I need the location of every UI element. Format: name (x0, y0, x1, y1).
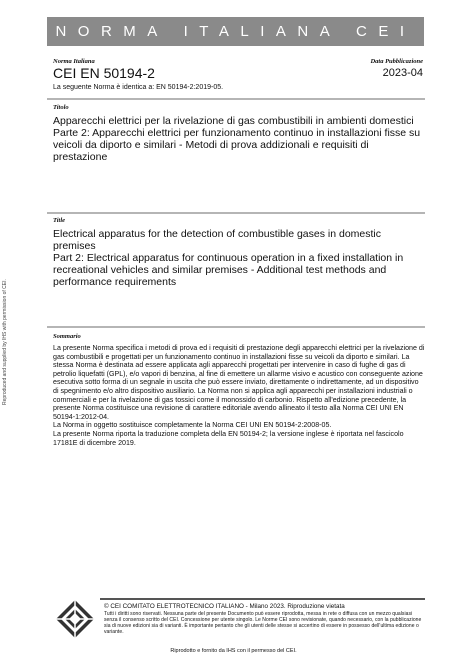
side-reproduction-note (2, 265, 14, 405)
side-note-text: Reproduced and supplied by IHS with permission of CEI. (2, 279, 8, 405)
divider-rule (47, 326, 425, 328)
english-title-line1: Electrical apparatus for the detection of combustible gases in domestic premises (53, 228, 382, 252)
titolo-label: Titolo (53, 104, 69, 111)
summary-paragraph: La Norma in oggetto sostituisce completamente la Norma CEI UNI EN 50194-2:2008-05. (53, 421, 332, 430)
standard-code: CEI EN 50194-2 (53, 65, 155, 81)
sommario-label: Sommario (53, 333, 81, 340)
norma-italiana-banner: NORMA ITALIANA CEI (47, 17, 424, 46)
english-title (53, 228, 423, 288)
summary-paragraph: La presente Norma specifica i metodi di prova ed i requisiti di prestazione degli apparecchi elettrici per la rivelazione di gas combustibili e progettati per un funzionamento continuo in installazioni fisse su veicoli da diporto e similari. La stessa Norma è destinata ad essere applicata agli apparecchi progettati per intervenire in caso di fughe di gas di petrolio liquefatti (GPL), e/o vapori di benzina, al fine di emettere un allarme visivo e acustico con conseguente azione esecutiva sotto forma di un segnale in uscita che può essere inviato, direttamente o indirettamente, ad un dispositivo di spegnimento e/o altro dispositivo ausiliario. La Norma non si applica agli apparecchi per installazioni industriali o commerciali e per la rivelazione di gas tossici come il monossido di carbonio. Rispetto all'edizione precedente, la presente Norma costituisce una revisione di carattere editoriale avendo allineato il testo alla Norma CEI UNI EN 50194-1:2012-04. (53, 344, 425, 421)
italian-title-line2: Parte 2: Apparecchi elettrici per funzionamento continuo in installazioni fisse su veicoli da diporto e similari - Metodi di prova addizionali e requisiti di prestazione (53, 127, 421, 163)
date-label: Data Pubblicazione (370, 58, 423, 65)
copyright-line: © CEI COMITATO ELETTROTECNICO ITALIANO - Milano 2023. Riproduzione vietata (104, 603, 345, 610)
bottom-supply-note: Riprodotto e fornito da IHS con il permesso del CEI. (170, 648, 297, 654)
norma-label: Norma Italiana (53, 58, 95, 65)
identical-note: La seguente Norma è identica a: EN 50194-2:2019-05. (53, 84, 224, 91)
publication-date: 2023-04 (382, 67, 423, 79)
cei-logo-icon (55, 599, 95, 639)
english-title-line2: Part 2: Electrical apparatus for continuous operation in a fixed installation in recreational vehicles and similar premises - Additional test methods and performance requirements (53, 252, 404, 288)
footer-divider (100, 598, 425, 600)
italian-title (53, 115, 423, 163)
divider-rule (47, 212, 425, 214)
title-label: Title (53, 217, 66, 224)
rights-text: Tutti i diritti sono riservati. Nessuna parte del presente Documento può essere riprodotta, messa in rete o diffusa con un mezzo qualsiasi senza il consenso scritto del CEI. Concessione per utente singolo. Le Norme CEI sono revisionate, quando necessario, con la pubblicazione sia di nuove edizioni sia di varianti. È importante pertanto che gli utenti delle stesse si accertino di essere in possesso dell'ultima edizione o variante. (104, 611, 422, 636)
summary-text (53, 344, 425, 447)
copyright-block (104, 604, 426, 635)
italian-title-line1: Apparecchi elettrici per la rivelazione di gas combustibili in ambienti domestici (53, 115, 414, 127)
summary-paragraph: La presente Norma riporta la traduzione completa della EN 50194-2; la versione inglese è riportata nel fascicolo 17181E di dicembre 2019. (53, 429, 404, 447)
divider-rule (47, 98, 425, 100)
